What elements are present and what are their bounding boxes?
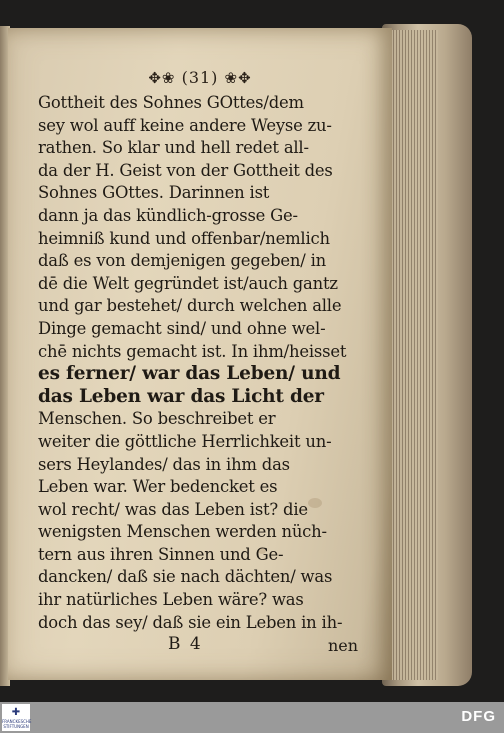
page-number: (31) — [181, 68, 219, 87]
page-header — [8, 68, 392, 87]
text-line: dē die Welt gegründet ist/auch gantz — [38, 273, 338, 293]
text-line: und gar bestehet/ durch welchen alle — [38, 296, 342, 316]
text-line: sey wol auff keine andere Weyse zu- — [38, 115, 332, 135]
text-line: das Leben war das Licht der — [38, 385, 324, 407]
text-line: heimniß kund und offenbar/nemlich — [38, 228, 330, 248]
text-line: daß es von demjenigen gegeben/ in — [38, 251, 326, 271]
text-line: dancken/ daß sie nach dächten/ was — [38, 567, 333, 587]
signature-mark: B 4 — [168, 634, 203, 654]
text-line: wol recht/ was das Leben ist? die — [38, 499, 308, 519]
logo-caption: FRANCKESCHE STIFTUNGEN — [2, 719, 32, 729]
text-line: ihr natürliches Leben wäre? was — [38, 590, 304, 610]
text-line: Dinge gemacht sind/ und ohne wel- — [38, 318, 326, 338]
cross-icon: ✚ — [11, 707, 21, 718]
text-line: chē nichts gemacht ist. In ihm/heisset — [38, 341, 347, 361]
catchword: nen — [328, 636, 359, 655]
body-text — [38, 92, 380, 634]
text-line: dann ja das kündlich-grosse Ge- — [38, 205, 298, 225]
ornament-right-icon: ❀✥ — [224, 69, 252, 87]
viewer-footer — [0, 702, 504, 733]
text-line: Leben war. Wer bedencket es — [38, 477, 278, 497]
text-line: doch das sey/ daß sie ein Leben in ih- — [38, 612, 343, 632]
text-line: rathen. So klar und hell redet all- — [38, 138, 309, 158]
book-page — [8, 28, 392, 680]
page-stack-edges — [388, 30, 438, 680]
dfg-logo[interactable]: DFG — [461, 708, 496, 725]
text-line: Sohnes GOttes. Darinnen ist — [38, 183, 270, 203]
text-line: tern aus ihren Sinnen und Ge- — [38, 544, 284, 564]
ornament-left-icon: ✥❀ — [148, 69, 176, 87]
text-line: Menschen. So beschreibet er — [38, 409, 276, 429]
text-line: es ferner/ war das Leben/ und — [38, 363, 341, 385]
text-line: sers Heylandes/ das in ihm das — [38, 454, 290, 474]
text-line: Gottheit des Sohnes GOttes/dem — [38, 93, 304, 112]
text-line: wenigsten Menschen werden nüch- — [38, 522, 327, 542]
text-line: da der H. Geist von der Gottheit des — [38, 160, 333, 180]
institution-logo[interactable] — [2, 704, 30, 731]
text-line: weiter die göttliche Herrlichkeit un- — [38, 431, 332, 451]
